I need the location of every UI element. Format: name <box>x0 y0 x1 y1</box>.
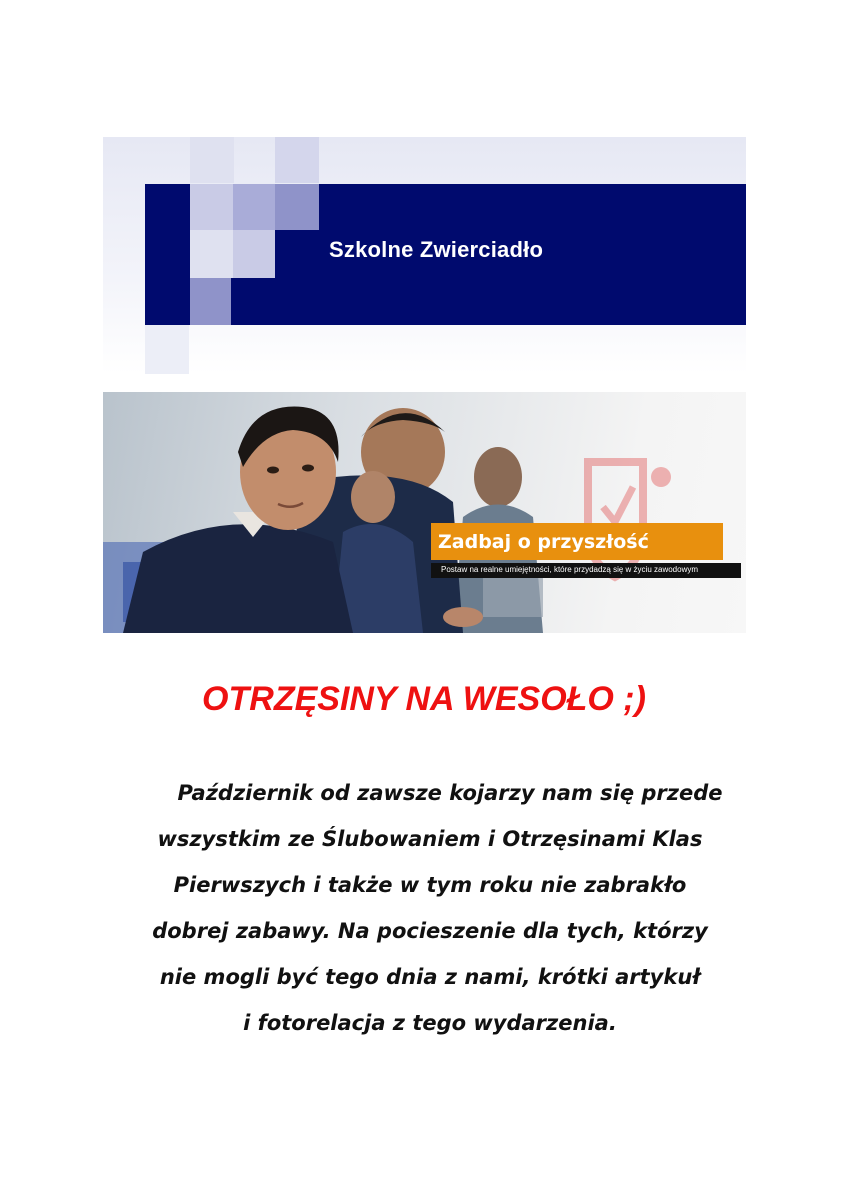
decor-square <box>233 184 275 230</box>
tagline: Zadbaj o przyszłość <box>438 531 649 553</box>
article-line: wszystkim ze Ślubowaniem i Otrzęsinami Klas <box>157 827 703 851</box>
decor-square <box>275 137 319 183</box>
decor-square <box>145 184 189 230</box>
students-photo <box>103 392 746 633</box>
article-line: nie mogli być tego dnia z nami, krótki artykuł <box>159 965 701 989</box>
article-line: dobrej zabawy. Na pocieszenie dla tych, którzy <box>152 919 708 943</box>
decor-square <box>190 137 234 183</box>
subline: Postaw na realne umiejętności, które przydadzą się w życiu zawodowym <box>441 565 699 574</box>
article-line: i fotorelacja z tego wydarzenia. <box>243 1011 617 1035</box>
article-line: Pierwszych i także w tym roku nie zabrakło <box>173 873 687 897</box>
article-body <box>90 770 770 1046</box>
article-line: Październik od zawsze kojarzy nam się przede <box>177 781 723 805</box>
students-illustration <box>103 392 746 633</box>
banner-title: Szkolne Zwierciadło <box>329 237 544 262</box>
header-banner <box>103 137 746 374</box>
decor-square <box>145 325 189 374</box>
decor-square <box>275 184 319 230</box>
decor-square <box>190 278 231 325</box>
decor-square <box>233 230 275 278</box>
decor-square <box>190 184 234 230</box>
article-headline: OTRZĘSINY NA WESOŁO ;) <box>202 680 646 718</box>
decor-square <box>190 230 234 278</box>
